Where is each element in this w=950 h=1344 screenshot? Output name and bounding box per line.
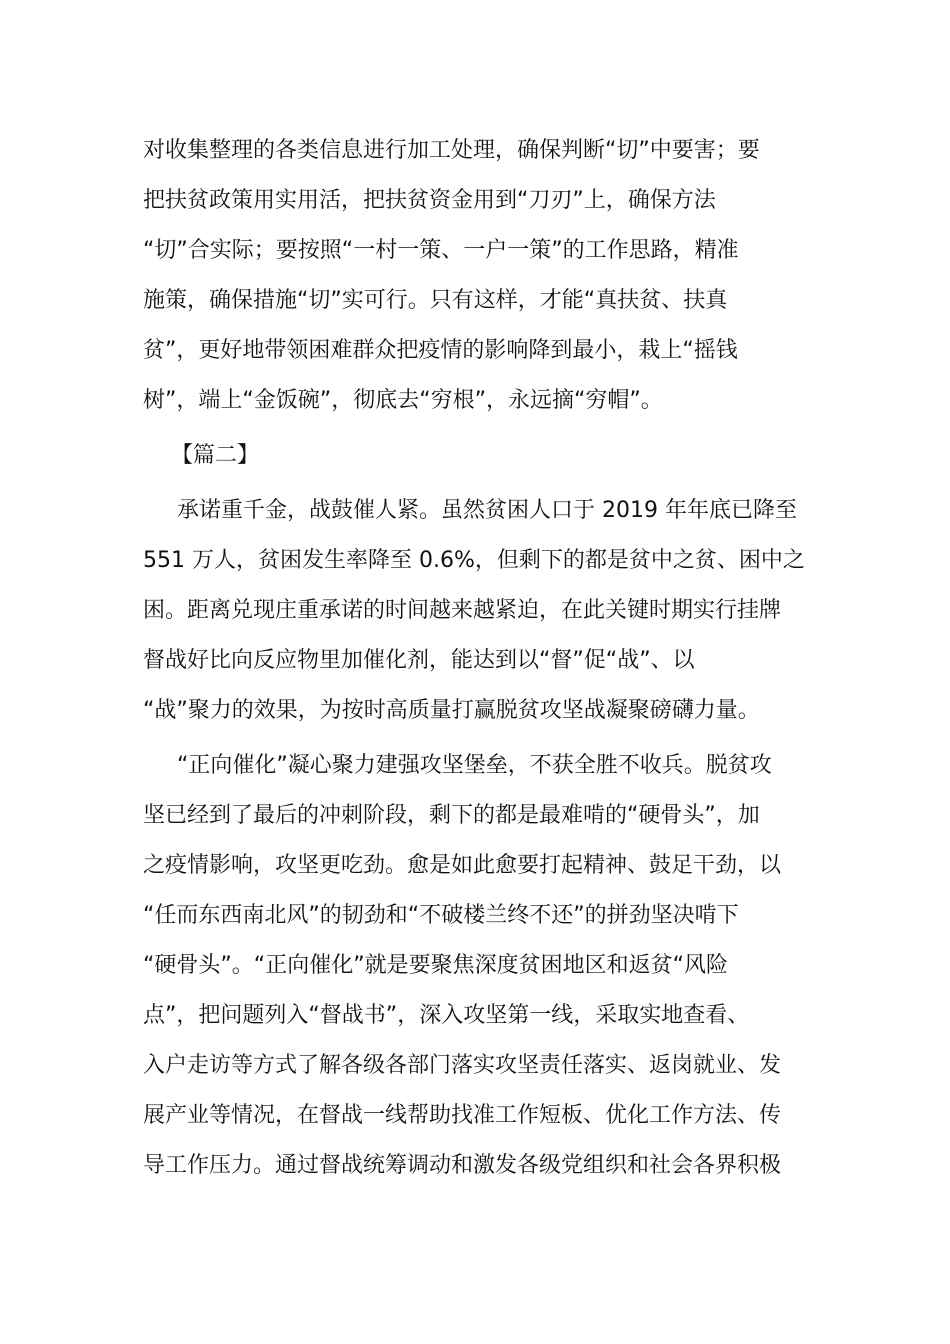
- text-line: 之疫情影响，攻坚更吃劲。愈是如此愈要打起精神、鼓足干劲，以: [143, 853, 782, 878]
- document-body: [143, 126, 808, 1191]
- text-line: “正向催化”凝心聚力建强攻坚堡垒，不获全胜不收兵。脱贫攻: [177, 753, 772, 778]
- text-line: 督战好比向反应物里加催化剂，能达到以“督”促“战”、以: [143, 648, 695, 673]
- text-line: “战”聚力的效果，为按时高质量打赢脱贫攻坚战凝聚磅礴力量。: [143, 698, 760, 723]
- text-line: 承诺重千金，战鼓催人紧。虽然贫困人口于 2019 年年底已降至: [177, 498, 797, 523]
- text-line: 551 万人，贫困发生率降至 0.6%，但剩下的都是贫中之贫、困中之: [143, 548, 805, 573]
- text-line: 点”，把问题列入“督战书”，深入攻坚第一线，采取实地查看、: [143, 1003, 750, 1028]
- text-line: “硬骨头”。“正向催化”就是要聚焦深度贫困地区和返贫“风险: [143, 953, 728, 978]
- text-line: 树”，端上“金饭碗”，彻底去“穷根”，永远摘“穷帽”。: [143, 388, 663, 413]
- text-line: 入户走访等方式了解各级各部门落实攻坚责任落实、返岗就业、发: [143, 1053, 782, 1078]
- text-line: 施策，确保措施“切”实可行。只有这样，才能“真扶贫、扶真: [143, 288, 728, 313]
- text-line: 坚已经到了最后的冲刺阶段，剩下的都是最难啃的“硬骨头”，加: [143, 803, 760, 828]
- text-line: “任而东西南北风”的韧劲和“不破楼兰终不还”的拼劲坚决啃下: [143, 903, 739, 928]
- section-heading: 【篇二】: [171, 443, 260, 468]
- text-line: 展产业等情况，在督战一线帮助找准工作短板、优化工作方法、传: [143, 1103, 782, 1128]
- text-line: “切”合实际；要按照“一村一策、一户一策”的工作思路，精准: [143, 238, 739, 263]
- text-line: 把扶贫政策用实用活，把扶贫资金用到“刀刃”上，确保方法: [143, 188, 716, 213]
- text-line: 困。距离兑现庄重承诺的时间越来越紧迫，在此关键时期实行挂牌: [143, 598, 782, 623]
- paragraph-3: [143, 741, 808, 1191]
- text-line: 贫”，更好地带领困难群众把疫情的影响降到最小，栽上“摇钱: [143, 338, 738, 363]
- paragraph-2: [143, 486, 808, 736]
- text-line: 导工作压力。通过督战统筹调动和激发各级党组织和社会各界积极: [143, 1153, 782, 1178]
- text-line: 对收集整理的各类信息进行加工处理，确保判断“切”中要害；要: [143, 138, 760, 163]
- paragraph-continuation: [143, 126, 808, 426]
